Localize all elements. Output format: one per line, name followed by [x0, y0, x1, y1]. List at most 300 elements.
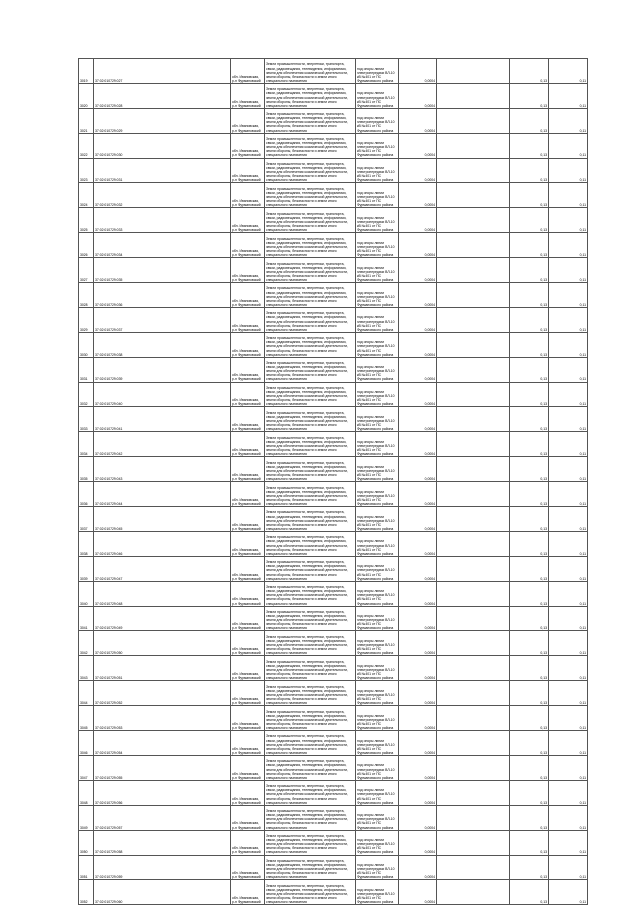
row-number: 3049: [79, 805, 94, 830]
table-body: [79, 59, 588, 905]
empty-cell: [437, 233, 510, 258]
area-cell: 0,0004: [399, 482, 437, 507]
use-cell: под опоры линии электропередачи ВЛ-10 кВ №401 от ПС Фурмановского района: [356, 880, 399, 905]
empty-cell: [437, 283, 510, 308]
address-cell: обл. Ивановская, р-н Фурмановский: [231, 332, 265, 357]
empty-cell: [437, 133, 510, 158]
category-cell: Земли промышленности, энергетики, транспорта, связи, радиовещания, телевидения, информатики, земли для обеспечения космической деятельности, земли обороны, безопасности и земли иного специального назначения: [265, 830, 356, 855]
row-number: 3028: [79, 283, 94, 308]
category-cell: Земли промышленности, энергетики, транспорта, связи, радиовещания, телевидения, информатики, земли для обеспечения космической деятельности, земли обороны, безопасности и земли иного специального назначения: [265, 556, 356, 581]
table-row: [79, 805, 588, 830]
table-row: [79, 780, 588, 805]
category-cell: Земли промышленности, энергетики, транспорта, связи, радиовещания, телевидения, информатики, земли для обеспечения космической деятельности, земли обороны, безопасности и земли иного специального назначения: [265, 332, 356, 357]
row-number: 3036: [79, 482, 94, 507]
table-row: [79, 283, 588, 308]
use-cell: под опоры линии электропередачи ВЛ-10 кВ №401 от ПС Фурмановского района: [356, 307, 399, 332]
cadastral-number: 37:02:010729:059: [94, 855, 231, 880]
address-cell: обл. Ивановская, р-н Фурмановский: [231, 283, 265, 308]
area-cell: 0,0004: [399, 556, 437, 581]
category-cell: Земли промышленности, энергетики, транспорта, связи, радиовещания, телевидения, информатики, земли для обеспечения космической деятельности, земли обороны, безопасности и земли иного специального назначения: [265, 258, 356, 283]
category-cell: Земли промышленности, энергетики, транспорта, связи, радиовещания, телевидения, информатики, земли для обеспечения космической деятельности, земли обороны, безопасности и земли иного специального назначения: [265, 805, 356, 830]
row-number: 3044: [79, 681, 94, 706]
table-row: [79, 158, 588, 183]
cadastral-number: 37:02:010729:040: [94, 382, 231, 407]
rate-cell: 0,13: [510, 731, 549, 756]
address-cell: обл. Ивановская, р-н Фурмановский: [231, 556, 265, 581]
sum-cell: 0,11: [549, 606, 588, 631]
table-row: [79, 755, 588, 780]
area-cell: 0,0004: [399, 755, 437, 780]
use-cell: под опоры линии электропередачи ВЛ-10 кВ №401 от ПС Фурмановского района: [356, 581, 399, 606]
category-cell: Земли промышленности, энергетики, транспорта, связи, радиовещания, телевидения, информатики, земли для обеспечения космической деятельности, земли обороны, безопасности и земли иного специального назначения: [265, 283, 356, 308]
row-number: 3030: [79, 332, 94, 357]
address-cell: обл. Ивановская, р-н Фурмановский: [231, 805, 265, 830]
area-cell: 0,0004: [399, 805, 437, 830]
empty-cell: [437, 332, 510, 357]
rate-cell: 0,13: [510, 830, 549, 855]
rate-cell: 0,13: [510, 681, 549, 706]
sum-cell: 0,11: [549, 183, 588, 208]
rate-cell: 0,13: [510, 83, 549, 108]
category-cell: Земли промышленности, энергетики, транспорта, связи, радиовещания, телевидения, информатики, земли для обеспечения космической деятельности, земли обороны, безопасности и земли иного специального назначения: [265, 457, 356, 482]
empty-cell: [437, 631, 510, 656]
row-number: 3024: [79, 183, 94, 208]
row-number: 3052: [79, 880, 94, 905]
area-cell: 0,0004: [399, 855, 437, 880]
address-cell: обл. Ивановская, р-н Фурмановский: [231, 382, 265, 407]
use-cell: под опоры линии электропередачи ВЛ-10 кВ №401 от ПС Фурмановского района: [356, 233, 399, 258]
sum-cell: 0,11: [549, 631, 588, 656]
sum-cell: 0,11: [549, 731, 588, 756]
table-row: [79, 531, 588, 556]
category-cell: Земли промышленности, энергетики, транспорта, связи, радиовещания, телевидения, информатики, земли для обеспечения космической деятельности, земли обороны, безопасности и земли иного специального назначения: [265, 780, 356, 805]
use-cell: под опоры линии электропередачи ВЛ-10 кВ №401 от ПС Фурмановского района: [356, 258, 399, 283]
use-cell: под опоры линии электропередачи ВЛ-10 кВ №401 от ПС Фурмановского района: [356, 755, 399, 780]
table-row: [79, 581, 588, 606]
rate-cell: 0,13: [510, 631, 549, 656]
area-cell: 0,0004: [399, 706, 437, 731]
table-row: [79, 855, 588, 880]
cadastral-number: 37:02:010729:056: [94, 780, 231, 805]
area-cell: 0,0004: [399, 880, 437, 905]
address-cell: обл. Ивановская, р-н Фурмановский: [231, 780, 265, 805]
rate-cell: 0,13: [510, 780, 549, 805]
cadastral-number: 37:02:010729:032: [94, 183, 231, 208]
cadastral-number: 37:02:010729:054: [94, 731, 231, 756]
sum-cell: 0,11: [549, 258, 588, 283]
use-cell: под опоры линии электропередачи ВЛ-10 кВ №401 от ПС Фурмановского района: [356, 283, 399, 308]
sum-cell: 0,11: [549, 755, 588, 780]
empty-cell: [437, 183, 510, 208]
table-row: [79, 59, 588, 84]
empty-cell: [437, 606, 510, 631]
sum-cell: 0,11: [549, 108, 588, 133]
category-cell: Земли промышленности, энергетики, транспорта, связи, радиовещания, телевидения, информатики, земли для обеспечения космической деятельности, земли обороны, безопасности и земли иного специального назначения: [265, 855, 356, 880]
use-cell: под опоры линии электропередачи ВЛ-10 кВ №401 от ПС Фурмановского района: [356, 183, 399, 208]
sum-cell: 0,11: [549, 407, 588, 432]
empty-cell: [437, 656, 510, 681]
category-cell: Земли промышленности, энергетики, транспорта, связи, радиовещания, телевидения, информатики, земли для обеспечения космической деятельности, земли обороны, безопасности и земли иного специального назначения: [265, 656, 356, 681]
address-cell: обл. Ивановская, р-н Фурмановский: [231, 208, 265, 233]
address-cell: обл. Ивановская, р-н Фурмановский: [231, 656, 265, 681]
address-cell: обл. Ивановская, р-н Фурмановский: [231, 258, 265, 283]
row-number: 3031: [79, 357, 94, 382]
area-cell: 0,0004: [399, 307, 437, 332]
cadastral-number: 37:02:010729:043: [94, 457, 231, 482]
use-cell: под опоры линии электропередачи ВЛ-10 кВ №401 от ПС Фурмановского района: [356, 855, 399, 880]
table-row: [79, 606, 588, 631]
cadastral-number: 37:02:010729:060: [94, 880, 231, 905]
area-cell: 0,0004: [399, 407, 437, 432]
category-cell: Земли промышленности, энергетики, транспорта, связи, радиовещания, телевидения, информатики, земли для обеспечения космической деятельности, земли обороны, безопасности и земли иного специального назначения: [265, 357, 356, 382]
table-row: [79, 183, 588, 208]
rate-cell: 0,13: [510, 855, 549, 880]
category-cell: Земли промышленности, энергетики, транспорта, связи, радиовещания, телевидения, информатики, земли для обеспечения космической деятельности, земли обороны, безопасности и земли иного специального назначения: [265, 108, 356, 133]
rate-cell: 0,13: [510, 133, 549, 158]
address-cell: обл. Ивановская, р-н Фурмановский: [231, 855, 265, 880]
use-cell: под опоры линии электропередачи ВЛ-10 кВ №401 от ПС Фурмановского района: [356, 382, 399, 407]
row-number: 3034: [79, 432, 94, 457]
rate-cell: 0,13: [510, 656, 549, 681]
table-row: [79, 133, 588, 158]
address-cell: обл. Ивановская, р-н Фурмановский: [231, 531, 265, 556]
table-row: [79, 556, 588, 581]
row-number: 3043: [79, 656, 94, 681]
address-cell: обл. Ивановская, р-н Фурмановский: [231, 507, 265, 532]
area-cell: 0,0004: [399, 133, 437, 158]
table-row: [79, 432, 588, 457]
row-number: 3021: [79, 108, 94, 133]
sum-cell: 0,11: [549, 59, 588, 84]
sum-cell: 0,11: [549, 83, 588, 108]
use-cell: под опоры линии электропередачи ВЛ-10 кВ №401 от ПС Фурмановского района: [356, 407, 399, 432]
area-cell: 0,0004: [399, 357, 437, 382]
empty-cell: [437, 855, 510, 880]
sum-cell: 0,11: [549, 855, 588, 880]
sum-cell: 0,11: [549, 656, 588, 681]
row-number: 3022: [79, 133, 94, 158]
category-cell: Земли промышленности, энергетики, транспорта, связи, радиовещания, телевидения, информатики, земли для обеспечения космической деятельности, земли обороны, безопасности и земли иного специального назначения: [265, 432, 356, 457]
cadastral-number: 37:02:010729:052: [94, 681, 231, 706]
row-number: 3023: [79, 158, 94, 183]
address-cell: обл. Ивановская, р-н Фурмановский: [231, 830, 265, 855]
empty-cell: [437, 382, 510, 407]
sum-cell: 0,11: [549, 482, 588, 507]
use-cell: под опоры линии электропередачи ВЛ-10 кВ №401 от ПС Фурмановского района: [356, 830, 399, 855]
rate-cell: 0,13: [510, 482, 549, 507]
empty-cell: [437, 556, 510, 581]
area-cell: 0,0004: [399, 183, 437, 208]
area-cell: 0,0004: [399, 731, 437, 756]
rate-cell: 0,13: [510, 332, 549, 357]
rate-cell: 0,13: [510, 283, 549, 308]
empty-cell: [437, 158, 510, 183]
land-plots-table: [78, 58, 588, 905]
table-row: [79, 332, 588, 357]
rate-cell: 0,13: [510, 233, 549, 258]
address-cell: обл. Ивановская, р-н Фурмановский: [231, 407, 265, 432]
sum-cell: 0,11: [549, 283, 588, 308]
table-row: [79, 830, 588, 855]
rate-cell: 0,13: [510, 307, 549, 332]
empty-cell: [437, 357, 510, 382]
use-cell: под опоры линии электропередачи ВЛ-10 кВ №401 от ПС Фурмановского района: [356, 108, 399, 133]
rate-cell: 0,13: [510, 755, 549, 780]
table-row: [79, 382, 588, 407]
rate-cell: 0,13: [510, 457, 549, 482]
use-cell: под опоры линии электропередачи ВЛ-10 кВ №401 от ПС Фурмановского района: [356, 59, 399, 84]
sum-cell: 0,11: [549, 507, 588, 532]
category-cell: Земли промышленности, энергетики, транспорта, связи, радиовещания, телевидения, информатики, земли для обеспечения космической деятельности, земли обороны, безопасности и земли иного специального назначения: [265, 407, 356, 432]
table-row: [79, 357, 588, 382]
sum-cell: 0,11: [549, 681, 588, 706]
table-row: [79, 507, 588, 532]
rate-cell: 0,13: [510, 158, 549, 183]
row-number: 3041: [79, 606, 94, 631]
rate-cell: 0,13: [510, 208, 549, 233]
use-cell: под опоры линии электропередачи ВЛ-10 кВ №401 от ПС Фурмановского района: [356, 606, 399, 631]
use-cell: под опоры линии электропередачи ВЛ-10 кВ №401 от ПС Фурмановского района: [356, 556, 399, 581]
row-number: 3025: [79, 208, 94, 233]
area-cell: 0,0004: [399, 606, 437, 631]
rate-cell: 0,13: [510, 556, 549, 581]
row-number: 3037: [79, 507, 94, 532]
cadastral-number: 37:02:010729:055: [94, 755, 231, 780]
address-cell: обл. Ивановская, р-н Фурмановский: [231, 108, 265, 133]
cadastral-number: 37:02:010729:041: [94, 407, 231, 432]
category-cell: Земли промышленности, энергетики, транспорта, связи, радиовещания, телевидения, информатики, земли для обеспечения космической деятельности, земли обороны, безопасности и земли иного специального назначения: [265, 382, 356, 407]
address-cell: обл. Ивановская, р-н Фурмановский: [231, 233, 265, 258]
empty-cell: [437, 307, 510, 332]
address-cell: обл. Ивановская, р-н Фурмановский: [231, 581, 265, 606]
sum-cell: 0,11: [549, 556, 588, 581]
table-row: [79, 108, 588, 133]
use-cell: под опоры линии электропередачи ВЛ-10 кВ №401 от ПС Фурмановского района: [356, 432, 399, 457]
cadastral-number: 37:02:010729:048: [94, 581, 231, 606]
use-cell: под опоры линии электропередачи ВЛ-10 кВ №401 от ПС Фурмановского района: [356, 656, 399, 681]
area-cell: 0,0004: [399, 332, 437, 357]
cadastral-number: 37:02:010729:051: [94, 656, 231, 681]
address-cell: обл. Ивановская, р-н Фурмановский: [231, 631, 265, 656]
cadastral-number: 37:02:010729:039: [94, 357, 231, 382]
empty-cell: [437, 706, 510, 731]
use-cell: под опоры линии электропередачи ВЛ-10 кВ №401 от ПС Фурмановского района: [356, 706, 399, 731]
rate-cell: 0,13: [510, 880, 549, 905]
rate-cell: 0,13: [510, 706, 549, 731]
rate-cell: 0,13: [510, 507, 549, 532]
address-cell: обл. Ивановская, р-н Фурмановский: [231, 158, 265, 183]
area-cell: 0,0004: [399, 258, 437, 283]
category-cell: Земли промышленности, энергетики, транспорта, связи, радиовещания, телевидения, информатики, земли для обеспечения космической деятельности, земли обороны, безопасности и земли иного специального назначения: [265, 183, 356, 208]
empty-cell: [437, 407, 510, 432]
rate-cell: 0,13: [510, 183, 549, 208]
cadastral-number: 37:02:010729:047: [94, 556, 231, 581]
empty-cell: [437, 755, 510, 780]
sum-cell: 0,11: [549, 805, 588, 830]
area-cell: 0,0004: [399, 581, 437, 606]
table-row: [79, 706, 588, 731]
address-cell: обл. Ивановская, р-н Фурмановский: [231, 432, 265, 457]
row-number: 3035: [79, 457, 94, 482]
category-cell: Земли промышленности, энергетики, транспорта, связи, радиовещания, телевидения, информатики, земли для обеспечения космической деятельности, земли обороны, безопасности и земли иного специального назначения: [265, 706, 356, 731]
rate-cell: 0,13: [510, 432, 549, 457]
cadastral-number: 37:02:010729:042: [94, 432, 231, 457]
use-cell: под опоры линии электропередачи ВЛ-10 кВ №401 от ПС Фурмановского района: [356, 780, 399, 805]
category-cell: Земли промышленности, энергетики, транспорта, связи, радиовещания, телевидения, информатики, земли для обеспечения космической деятельности, земли обороны, безопасности и земли иного специального назначения: [265, 233, 356, 258]
use-cell: под опоры линии электропередачи ВЛ-10 кВ №401 от ПС Фурмановского района: [356, 805, 399, 830]
empty-cell: [437, 59, 510, 84]
use-cell: под опоры линии электропередачи ВЛ-10 кВ №401 от ПС Фурмановского района: [356, 681, 399, 706]
area-cell: 0,0004: [399, 531, 437, 556]
area-cell: 0,0004: [399, 681, 437, 706]
empty-cell: [437, 830, 510, 855]
table-row: [79, 880, 588, 905]
area-cell: 0,0004: [399, 208, 437, 233]
table-row: [79, 656, 588, 681]
sum-cell: 0,11: [549, 706, 588, 731]
category-cell: Земли промышленности, энергетики, транспорта, связи, радиовещания, телевидения, информатики, земли для обеспечения космической деятельности, земли обороны, безопасности и земли иного специального назначения: [265, 507, 356, 532]
table-row: [79, 208, 588, 233]
row-number: 3029: [79, 307, 94, 332]
cadastral-number: 37:02:010729:038: [94, 332, 231, 357]
area-cell: 0,0004: [399, 830, 437, 855]
use-cell: под опоры линии электропередачи ВЛ-10 кВ №401 от ПС Фурмановского района: [356, 482, 399, 507]
area-cell: 0,0004: [399, 457, 437, 482]
sum-cell: 0,11: [549, 382, 588, 407]
use-cell: под опоры линии электропередачи ВЛ-10 кВ №401 от ПС Фурмановского района: [356, 158, 399, 183]
rate-cell: 0,13: [510, 258, 549, 283]
area-cell: 0,0004: [399, 382, 437, 407]
area-cell: 0,0004: [399, 158, 437, 183]
rate-cell: 0,13: [510, 581, 549, 606]
use-cell: под опоры линии электропередачи ВЛ-10 кВ №401 от ПС Фурмановского района: [356, 631, 399, 656]
row-number: 3047: [79, 755, 94, 780]
cadastral-number: 37:02:010729:031: [94, 158, 231, 183]
cadastral-number: 37:02:010729:057: [94, 805, 231, 830]
rate-cell: 0,13: [510, 606, 549, 631]
row-number: 3045: [79, 706, 94, 731]
sum-cell: 0,11: [549, 432, 588, 457]
cadastral-number: 37:02:010729:034: [94, 233, 231, 258]
row-number: 3051: [79, 855, 94, 880]
area-cell: 0,0004: [399, 108, 437, 133]
category-cell: Земли промышленности, энергетики, транспорта, связи, радиовещания, телевидения, информатики, земли для обеспечения космической деятельности, земли обороны, безопасности и земли иного специального назначения: [265, 731, 356, 756]
table-row: [79, 407, 588, 432]
address-cell: обл. Ивановская, р-н Фурмановский: [231, 681, 265, 706]
rate-cell: 0,13: [510, 407, 549, 432]
use-cell: под опоры линии электропередачи ВЛ-10 кВ №401 от ПС Фурмановского района: [356, 531, 399, 556]
row-number: 3019: [79, 59, 94, 84]
area-cell: 0,0004: [399, 233, 437, 258]
address-cell: обл. Ивановская, р-н Фурмановский: [231, 133, 265, 158]
cadastral-number: 37:02:010729:035: [94, 258, 231, 283]
category-cell: Земли промышленности, энергетики, транспорта, связи, радиовещания, телевидения, информатики, земли для обеспечения космической деятельности, земли обороны, безопасности и земли иного специального назначения: [265, 606, 356, 631]
area-cell: 0,0004: [399, 507, 437, 532]
category-cell: Земли промышленности, энергетики, транспорта, связи, радиовещания, телевидения, информатики, земли для обеспечения космической деятельности, земли обороны, безопасности и земли иного специального назначения: [265, 631, 356, 656]
row-number: 3033: [79, 407, 94, 432]
category-cell: Земли промышленности, энергетики, транспорта, связи, радиовещания, телевидения, информатики, земли для обеспечения космической деятельности, земли обороны, безопасности и земли иного специального назначения: [265, 307, 356, 332]
empty-cell: [437, 457, 510, 482]
use-cell: под опоры линии электропередачи ВЛ-10 кВ №401 от ПС Фурмановского района: [356, 332, 399, 357]
area-cell: 0,0004: [399, 283, 437, 308]
empty-cell: [437, 681, 510, 706]
area-cell: 0,0004: [399, 631, 437, 656]
row-number: 3046: [79, 731, 94, 756]
row-number: 3040: [79, 581, 94, 606]
area-cell: 0,0004: [399, 83, 437, 108]
sum-cell: 0,11: [549, 208, 588, 233]
category-cell: Земли промышленности, энергетики, транспорта, связи, радиовещания, телевидения, информатики, земли для обеспечения космической деятельности, земли обороны, безопасности и земли иного специального назначения: [265, 59, 356, 84]
sum-cell: 0,11: [549, 830, 588, 855]
sum-cell: 0,11: [549, 531, 588, 556]
category-cell: Земли промышленности, энергетики, транспорта, связи, радиовещания, телевидения, информатики, земли для обеспечения космической деятельности, земли обороны, безопасности и земли иного специального назначения: [265, 581, 356, 606]
address-cell: обл. Ивановская, р-н Фурмановский: [231, 606, 265, 631]
address-cell: обл. Ивановская, р-н Фурмановский: [231, 706, 265, 731]
row-number: 3050: [79, 830, 94, 855]
address-cell: обл. Ивановская, р-н Фурмановский: [231, 755, 265, 780]
row-number: 3026: [79, 233, 94, 258]
table-row: [79, 482, 588, 507]
cadastral-number: 37:02:010729:044: [94, 482, 231, 507]
empty-cell: [437, 482, 510, 507]
category-cell: Земли промышленности, энергетики, транспорта, связи, радиовещания, телевидения, информатики, земли для обеспечения космической деятельности, земли обороны, безопасности и земли иного специального назначения: [265, 531, 356, 556]
table-row: [79, 307, 588, 332]
address-cell: обл. Ивановская, р-н Фурмановский: [231, 457, 265, 482]
empty-cell: [437, 108, 510, 133]
empty-cell: [437, 581, 510, 606]
sum-cell: 0,11: [549, 357, 588, 382]
use-cell: под опоры линии электропередачи ВЛ-10 кВ №401 от ПС Фурмановского района: [356, 731, 399, 756]
category-cell: Земли промышленности, энергетики, транспорта, связи, радиовещания, телевидения, информатики, земли для обеспечения космической деятельности, земли обороны, безопасности и земли иного специального назначения: [265, 755, 356, 780]
use-cell: под опоры линии электропередачи ВЛ-10 кВ №401 от ПС Фурмановского района: [356, 83, 399, 108]
cadastral-number: 37:02:010729:036: [94, 283, 231, 308]
use-cell: под опоры линии электропередачи ВЛ-10 кВ №401 от ПС Фурмановского района: [356, 507, 399, 532]
address-cell: обл. Ивановская, р-н Фурмановский: [231, 731, 265, 756]
category-cell: Земли промышленности, энергетики, транспорта, связи, радиовещания, телевидения, информатики, земли для обеспечения космической деятельности, земли обороны, безопасности и земли иного специального назначения: [265, 880, 356, 905]
empty-cell: [437, 432, 510, 457]
category-cell: Земли промышленности, энергетики, транспорта, связи, радиовещания, телевидения, информатики, земли для обеспечения космической деятельности, земли обороны, безопасности и земли иного специального назначения: [265, 133, 356, 158]
table-row: [79, 731, 588, 756]
area-cell: 0,0004: [399, 656, 437, 681]
address-cell: обл. Ивановская, р-н Фурмановский: [231, 183, 265, 208]
sum-cell: 0,11: [549, 233, 588, 258]
use-cell: под опоры линии электропередачи ВЛ-10 кВ №401 от ПС Фурмановского района: [356, 457, 399, 482]
cadastral-number: 37:02:010729:033: [94, 208, 231, 233]
row-number: 3048: [79, 780, 94, 805]
category-cell: Земли промышленности, энергетики, транспорта, связи, радиовещания, телевидения, информатики, земли для обеспечения космической деятельности, земли обороны, безопасности и земли иного специального назначения: [265, 83, 356, 108]
category-cell: Земли промышленности, энергетики, транспорта, связи, радиовещания, телевидения, информатики, земли для обеспечения космической деятельности, земли обороны, безопасности и земли иного специального назначения: [265, 482, 356, 507]
empty-cell: [437, 258, 510, 283]
empty-cell: [437, 805, 510, 830]
cadastral-number: 37:02:010729:037: [94, 307, 231, 332]
empty-cell: [437, 731, 510, 756]
sum-cell: 0,11: [549, 581, 588, 606]
sum-cell: 0,11: [549, 133, 588, 158]
cadastral-number: 37:02:010729:029: [94, 108, 231, 133]
cadastral-number: 37:02:010729:049: [94, 606, 231, 631]
address-cell: обл. Ивановская, р-н Фурмановский: [231, 59, 265, 84]
cadastral-number: 37:02:010729:030: [94, 133, 231, 158]
table-row: [79, 681, 588, 706]
row-number: 3038: [79, 531, 94, 556]
empty-cell: [437, 208, 510, 233]
category-cell: Земли промышленности, энергетики, транспорта, связи, радиовещания, телевидения, информатики, земли для обеспечения космической деятельности, земли обороны, безопасности и земли иного специального назначения: [265, 158, 356, 183]
address-cell: обл. Ивановская, р-н Фурмановский: [231, 880, 265, 905]
area-cell: 0,0004: [399, 432, 437, 457]
address-cell: обл. Ивановская, р-н Фурмановский: [231, 357, 265, 382]
empty-cell: [437, 507, 510, 532]
cadastral-number: 37:02:010729:028: [94, 83, 231, 108]
